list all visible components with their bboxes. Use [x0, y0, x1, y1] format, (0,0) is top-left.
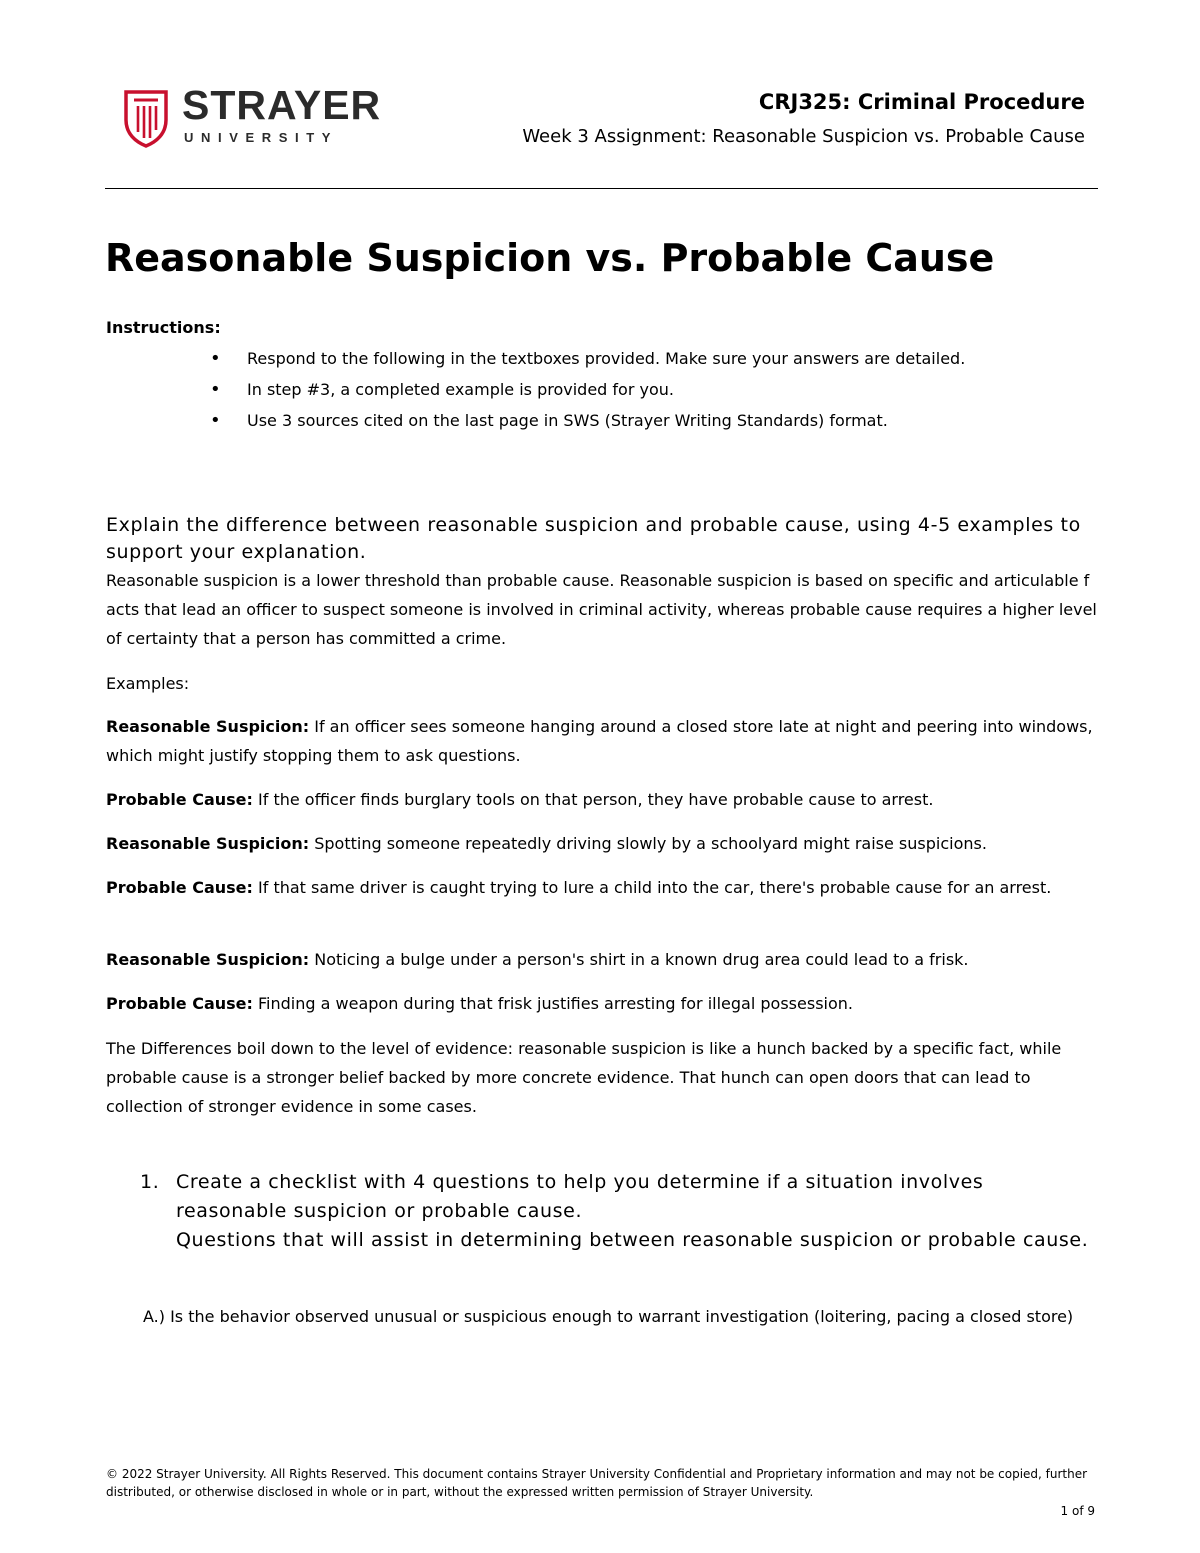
list-item: • Respond to the following in the textboxes provided. Make sure your answers are detailed. [210, 347, 965, 378]
answer-intro: Reasonable suspicion is a lower threshold than probable cause. Reasonable suspicion is based on specific and articulable facts that lead an officer to suspect someone is involved in criminal activity, whereas probable cause requires a higher level of certainty that a person has committed a crime. [106, 571, 1097, 648]
logo-subtitle: UNIVERSITY [184, 130, 339, 145]
example-text: If an officer sees someone hanging around a closed store late at night and peering into windows, which might justify stopping them to ask questions. [106, 717, 1093, 765]
example-text: Finding a weapon during that frisk justifies arresting for illegal possession. [252, 994, 853, 1013]
example-label: Probable Cause: [106, 878, 253, 897]
shield-icon [122, 88, 170, 148]
question-number: 1. [140, 1171, 160, 1193]
instructions-list [210, 347, 965, 440]
example-label: Reasonable Suspicion: [106, 717, 310, 736]
question-1 [140, 1168, 1100, 1255]
example-text: Noticing a bulge under a person's shirt in a known drug area could lead to a frisk. [309, 950, 969, 969]
question-1-subtext: Questions that will assist in determining between reasonable suspicion or probable cause. [176, 1229, 1089, 1251]
question-1-text: Create a checklist with 4 questions to help you determine if a situation involves reasonable suspicion or probable cause. [176, 1171, 984, 1222]
answer-a: A.) Is the behavior observed unusual or suspicious enough to warrant investigation (loitering, pacing a closed store) [143, 1307, 1074, 1326]
page-number: 1 of 9 [1060, 1504, 1095, 1518]
question-prompt: Explain the difference between reasonable suspicion and probable cause, using 4-5 examples to support your explanation. [106, 514, 1081, 563]
list-item: • Use 3 sources cited on the last page in SWS (Strayer Writing Standards) format. [210, 409, 965, 440]
instructions-label: Instructions: [106, 318, 221, 337]
example-label: Probable Cause: [106, 790, 253, 809]
example-item [106, 785, 1098, 814]
page-title: Reasonable Suspicion vs. Probable Cause [105, 236, 995, 280]
strayer-logo [122, 82, 382, 150]
example-label: Reasonable Suspicion: [106, 950, 310, 969]
example-item [106, 945, 1098, 974]
example-item [106, 873, 1098, 902]
logo-wordmark: STRAYER [182, 82, 382, 128]
footer-copyright: © 2022 Strayer University. All Rights Reserved. This document contains Strayer University Confidential and Proprietary information and may not be copied, further distributed, or otherwise disclosed in whole or in part, without the expressed written permission of Strayer University. [106, 1467, 1088, 1499]
example-label: Probable Cause: [106, 994, 253, 1013]
list-item: • In step #3, a completed example is provided for you. [210, 378, 965, 409]
assignment-title: Week 3 Assignment: Reasonable Suspicion vs. Probable Cause [522, 126, 1085, 147]
example-label: Reasonable Suspicion: [106, 834, 310, 853]
conclusion-paragraph: The Differences boil down to the level of evidence: reasonable suspicion is like a hunch backed by a specific fact, while probable cause is a stronger belief backed by more concrete evidence. That hunch can open doors that can lead to collection of stronger evidence in some cases. [106, 1039, 1062, 1116]
example-text: If the officer finds burglary tools on that person, they have probable cause to arrest. [252, 790, 934, 809]
example-item [106, 989, 1098, 1018]
header-divider [105, 188, 1098, 189]
example-item [106, 829, 1098, 858]
course-title: CRJ325: Criminal Procedure [758, 90, 1085, 114]
example-item [106, 712, 1098, 770]
example-text: Spotting someone repeatedly driving slowly by a schoolyard might raise suspicions. [309, 834, 987, 853]
example-text: If that same driver is caught trying to lure a child into the car, there's probable cause for an arrest. [252, 878, 1052, 897]
examples-label: Examples: [106, 674, 190, 693]
